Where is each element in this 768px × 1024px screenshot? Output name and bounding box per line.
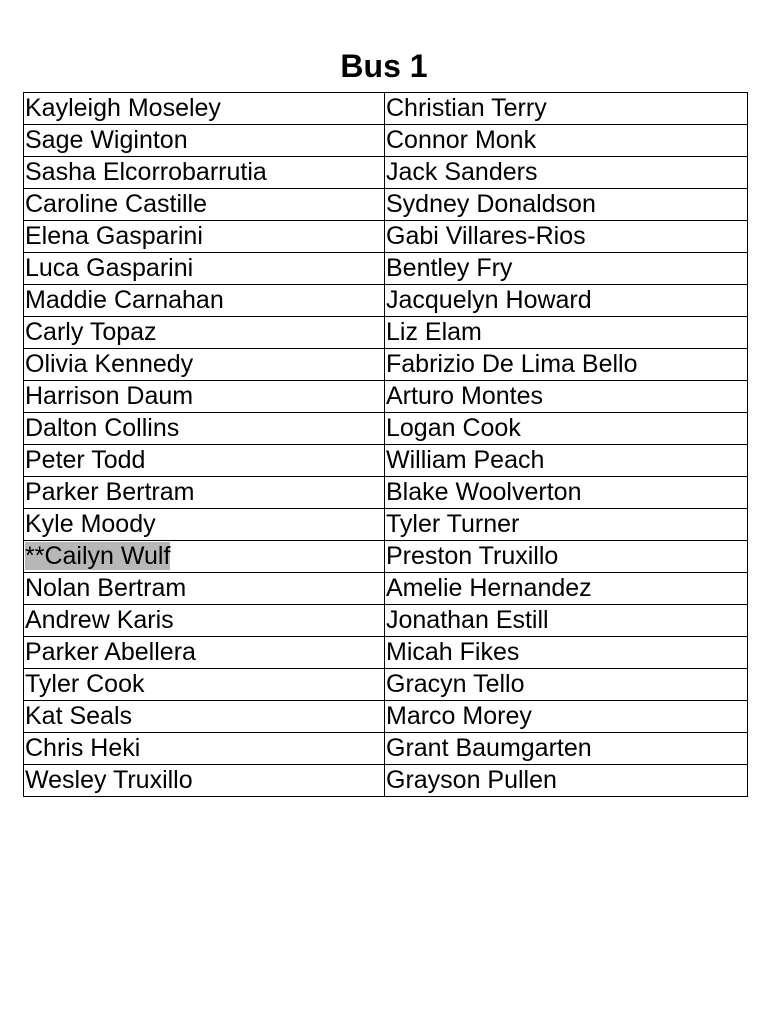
table-row (24, 157, 748, 189)
table-cell: Parker Bertram (24, 477, 385, 509)
table-cell: Peter Todd (24, 445, 385, 477)
table-cell: Maddie Carnahan (24, 285, 385, 317)
table-row (24, 509, 748, 541)
table-cell: Sage Wiginton (24, 125, 385, 157)
table-cell: Kayleigh Moseley (24, 93, 385, 125)
table-cell: Parker Abellera (24, 637, 385, 669)
table-row (24, 541, 748, 573)
table-row (24, 445, 748, 477)
table-cell: Tyler Cook (24, 669, 385, 701)
table-cell: Grayson Pullen (385, 765, 748, 797)
table-row (24, 189, 748, 221)
table-cell: Arturo Montes (385, 381, 748, 413)
table-row (24, 317, 748, 349)
table-cell: Dalton Collins (24, 413, 385, 445)
table-cell: Chris Heki (24, 733, 385, 765)
table-cell: Olivia Kennedy (24, 349, 385, 381)
table-cell: Kyle Moody (24, 509, 385, 541)
table-cell: Sydney Donaldson (385, 189, 748, 221)
table-cell: Fabrizio De Lima Bello (385, 349, 748, 381)
table-cell: William Peach (385, 445, 748, 477)
table-row (24, 221, 748, 253)
table-row (24, 765, 748, 797)
table-cell: Jacquelyn Howard (385, 285, 748, 317)
table-cell: Micah Fikes (385, 637, 748, 669)
table-cell: Nolan Bertram (24, 573, 385, 605)
table-cell: Bentley Fry (385, 253, 748, 285)
table-cell: Caroline Castille (24, 189, 385, 221)
table-row (24, 285, 748, 317)
table-row (24, 93, 748, 125)
table-row (24, 381, 748, 413)
table-cell: Sasha Elcorrobarrutia (24, 157, 385, 189)
table-cell (24, 541, 385, 573)
highlighted-name: **Cailyn Wulf (25, 542, 171, 570)
table-cell: Elena Gasparini (24, 221, 385, 253)
table-cell: Tyler Turner (385, 509, 748, 541)
table-cell: Connor Monk (385, 125, 748, 157)
table-row (24, 477, 748, 509)
table-row (24, 125, 748, 157)
table-cell: Luca Gasparini (24, 253, 385, 285)
table-cell: Harrison Daum (24, 381, 385, 413)
table-row (24, 253, 748, 285)
roster-table (23, 92, 748, 797)
table-row (24, 669, 748, 701)
table-row (24, 605, 748, 637)
table-cell: Wesley Truxillo (24, 765, 385, 797)
table-cell: Amelie Hernandez (385, 573, 748, 605)
table-cell: Blake Woolverton (385, 477, 748, 509)
table-row (24, 733, 748, 765)
table-cell: Andrew Karis (24, 605, 385, 637)
table-row (24, 349, 748, 381)
table-cell: Carly Topaz (24, 317, 385, 349)
table-cell: Liz Elam (385, 317, 748, 349)
table-cell: Gabi Villares-Rios (385, 221, 748, 253)
page-title: Bus 1 (340, 48, 428, 84)
table-row (24, 637, 748, 669)
table-cell: Logan Cook (385, 413, 748, 445)
table-cell: Marco Morey (385, 701, 748, 733)
table-row (24, 701, 748, 733)
table-cell: Jonathan Estill (385, 605, 748, 637)
table-cell: Preston Truxillo (385, 541, 748, 573)
table-cell: Kat Seals (24, 701, 385, 733)
table-cell: Grant Baumgarten (385, 733, 748, 765)
table-row (24, 413, 748, 445)
table-row (24, 573, 748, 605)
table-cell: Christian Terry (385, 93, 748, 125)
table-cell: Gracyn Tello (385, 669, 748, 701)
table-cell: Jack Sanders (385, 157, 748, 189)
